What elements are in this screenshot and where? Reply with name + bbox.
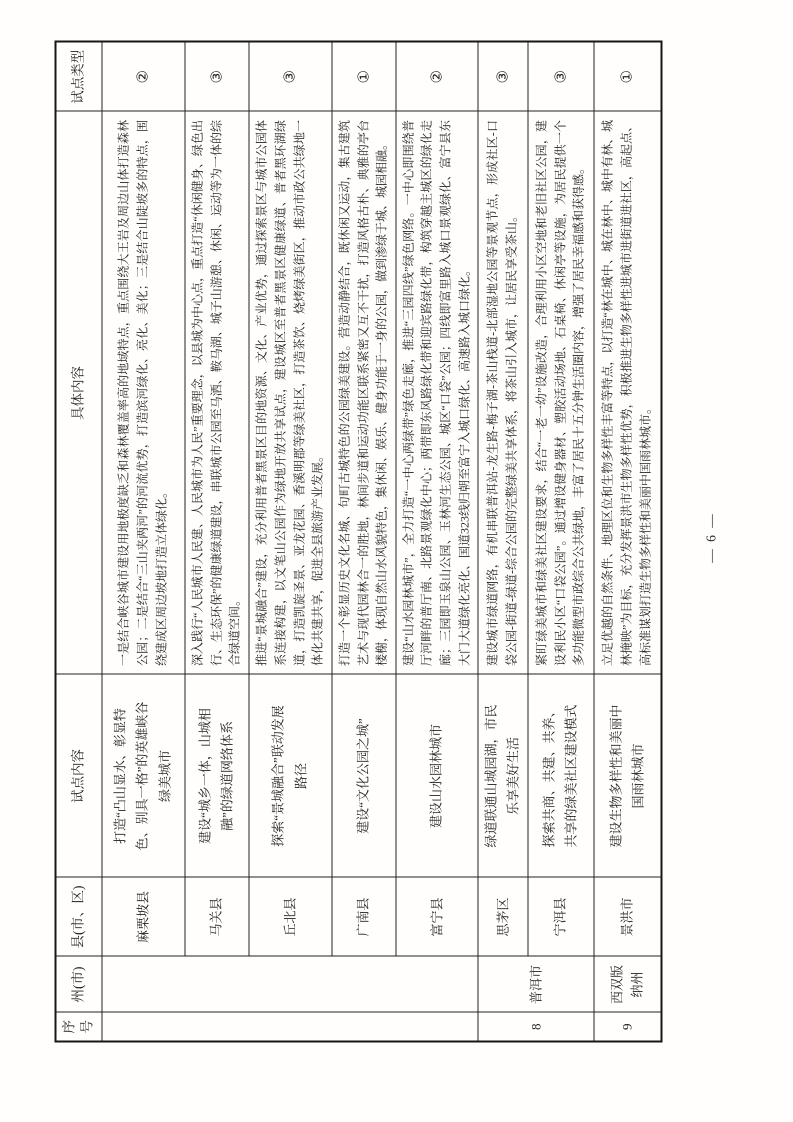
cell-pilot-content: 探索共商、共建、共养、共享的绿美社区建设模式 (527, 674, 593, 877)
cell-pilot-content: 建设山水园林城市 (395, 674, 478, 877)
cell-pilot-type: ② (101, 41, 184, 111)
table-row-malipo (101, 41, 184, 1041)
cell-detail-content: 推进“景城融合”建设，充分利用普者黑景区目的地资源、文化、产业优势，通过探索景区与城市公园体系连接构建，以文笔山公园作为绿地开放共享试点，建设城区至普者黑景区健康绿道、普者黑环湖绿道，打造凯旋圣景、亚龙花园、香溪明郡等绿美社区，打造茶饮、烧烤绿美街区，推动市政公共绿地一体化共建共享，促进全县旅游产业发展。 (248, 111, 331, 674)
cell-county: 富宁县 (395, 877, 478, 956)
cell-prefecture-xishuangbanna: 西双版纳州 (593, 956, 661, 1012)
cell-county: 麻栗坡县 (101, 877, 184, 956)
cell-pilot-type: ① (593, 41, 661, 111)
table-row-qiubei (248, 41, 331, 1041)
cell-pilot-type: ③ (527, 41, 593, 111)
cell-pilot-type: ③ (478, 41, 527, 111)
cell-detail-content: 一是结合峡谷城市建设用地极度缺乏和森林覆盖率高的地域特点，重点围绕大王岩及周边山体打造森林公园；二是结合“三山夹两河”的河流优势，打造滨河绿化、亮化、美化；三是结合山陡坡多的特点，围绕建成区周边坡地打造立体绿化。 (101, 111, 184, 674)
table-row-jinghong (593, 41, 661, 1041)
cell-seq-merged-empty (101, 1012, 478, 1041)
header-pilot-content: 试点内容 (55, 674, 101, 877)
cell-county: 宁洱县 (527, 877, 593, 956)
cell-pilot-type: ③ (184, 41, 248, 111)
cell-detail-content: 紧盯绿美城市和绿美社区建设要求，结合“一老一幼”设施改造，合理利用小区空地和老旧社区公园，建设利民小区“口袋公园”。通过增设健身器材、塑胶活动场地、石桌椅、休闲亭等设施，为居民提供一个多功能微型市政综合公共绿地，丰富了居民十五分钟生活圈内容，增强了居民幸福感和获得感。 (527, 111, 593, 674)
header-county: 县(市、区) (55, 877, 101, 956)
header-prefecture: 州(市) (55, 956, 101, 1012)
cell-pilot-content: 打造“凸山显水、彰显特色、别具一格”的英雄峡谷绿美城市 (101, 674, 184, 877)
header-pilot-type: 试点类型 (55, 41, 101, 111)
header-detail-content: 具体内容 (55, 111, 101, 674)
cell-seq-9: 9 (593, 1012, 661, 1041)
cell-pilot-content: 建设生物多样性和美丽中国雨林城市 (593, 674, 661, 877)
cell-detail-content: 建设“山水园林城市”，全力打造“一中心两绿带”绿色走廊，推进“三园四线”绿色网络。一中心即围绕普厅河畔的普厅南、北路景观绿化中心；两带即东风路绿化带和迎宾路绿化带，构筑穿越主城区的绿化走廊；三园即玉泉山公园、玉林河生态公园、城区“口袋”公园；四线即富里路入城口景观绿化、富宁县东大门大道绿化亮化、国道323线归朝至富宁入城口绿化、高速路入城口绿化。 (395, 111, 478, 674)
table-row-guangnan (331, 41, 395, 1041)
table-row-ninger (527, 41, 593, 1041)
cell-county: 广南县 (331, 877, 395, 956)
cell-prefecture-merged-empty (101, 956, 478, 1012)
cell-detail-content: 深入践行“人民城市人民建、人民城市为人民”重要理念，以县城为中心点，重点打造“休闲健身、绿色出行、生态环保”的健康绿道建设，串联城市公园至马洒、鞍马湖、城子山游憩、休闲、运动等为一体的综合绿道空间。 (184, 111, 248, 674)
cell-detail-content: 打造一个彰显历史文化名城、句町古城特色的公园绿美建设。营造动静结合，既休闲又运动，集古建筑艺术与现代园林合一的胜地，林间步道和运动功能区联系紧密又互不干扰，打造风格古朴、典雅的亭台楼榭，体现自然山水风貌特色，集休闲、娱乐、健身功能于一身的公园，做到渗绿于城、城园相融。 (331, 111, 395, 674)
table-row-funing (395, 41, 478, 1041)
cell-county: 马关县 (184, 877, 248, 956)
cell-county: 丘北县 (248, 877, 331, 956)
cell-pilot-type: ③ (248, 41, 331, 111)
header-seq: 序号 (55, 1012, 101, 1041)
cell-prefecture-puer: 普洱市 (478, 956, 593, 1012)
cell-pilot-content: 绿道联通山城园湖，市民乐享美好生活 (478, 674, 527, 877)
table-row-simao (478, 41, 527, 1041)
cell-pilot-content: 探索“景城融合”联动发展路径 (248, 674, 331, 877)
cell-seq-8: 8 (478, 1012, 593, 1041)
cell-county: 思茅区 (478, 877, 527, 956)
pilot-city-table (54, 40, 662, 1042)
cell-pilot-type: ② (395, 41, 478, 111)
cell-detail-content: 立足优越的自然条件、地理区位和生物多样性丰富等特点，以打造“林在城中、城在林中、城中有林、城林掩映”为目标，充分发挥景洪市生物多样性优势，积极推进生物多样性进城市进街道进社区，高起点、高标准谋划打造生物多样性和美丽中国雨林城市。 (593, 111, 661, 674)
table-header-row (55, 41, 101, 1041)
cell-county: 景洪市 (593, 877, 661, 956)
cell-pilot-type: ① (331, 41, 395, 111)
cell-pilot-content: 建设“城乡一体，山城相融”的绿道网络体系 (184, 674, 248, 877)
cell-detail-content: 建设城市绿道网络，有机串联普洱站-龙生路-梅子湖-茶山栈道-北部湿地公园等景观节点，形成社区-口袋公园-街道-绿道-综合公园的完整绿美共享体系，将茶山引入城市，让居民享受茶山。 (478, 111, 527, 674)
page-number: — 6 — (703, 511, 718, 563)
table-row-maguan (184, 41, 248, 1041)
cell-pilot-content: 建设“文化公园之城” (331, 674, 395, 877)
